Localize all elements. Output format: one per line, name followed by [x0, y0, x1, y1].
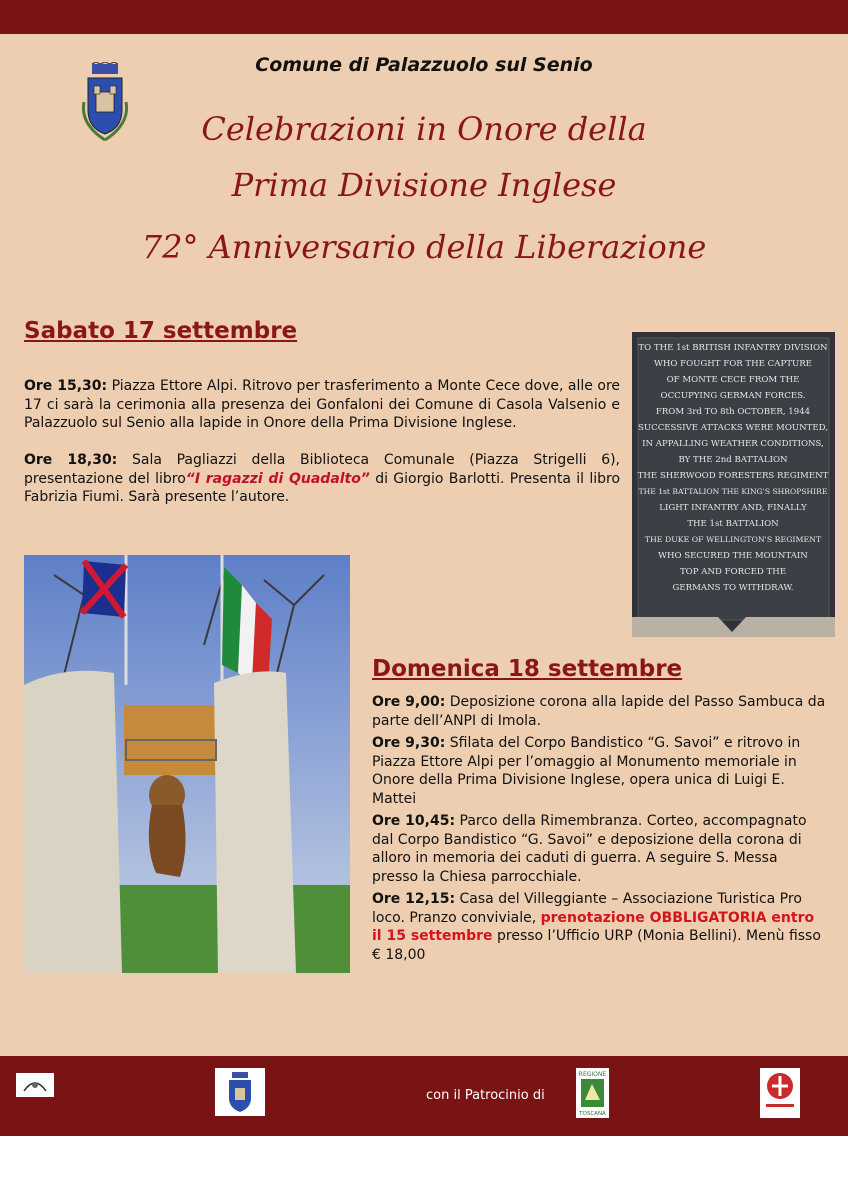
plaque-line: OF MONTE CECE FROM THE	[666, 375, 800, 385]
title-line-2: Prima Divisione Inglese	[231, 166, 617, 204]
sunday-event-1	[372, 693, 826, 730]
region-label-top: REGIONE	[578, 1071, 607, 1078]
monument-photo	[24, 555, 350, 973]
event-text: Parco della Rimembranza. Corteo, accompagnato dal Corpo Bandistico “G. Savoi” e deposizione della corona di alloro in memoria dei caduti di guerra. A seguire S. Messa presso la Chiesa parrocchiale.	[372, 813, 807, 885]
plaque-line: GERMANS TO WITHDRAW.	[672, 583, 794, 593]
memorial-plaque-image	[632, 332, 835, 637]
plaque-line: THE DUKE OF WELLINGTON'S REGIMENT	[644, 535, 822, 544]
plaque-line: THE SHERWOOD FORESTERS REGIMENT	[637, 471, 829, 481]
plaque-line: FROM 3rd TO 8th OCTOBER, 1944	[655, 407, 811, 417]
plaque-line: WHO FOUGHT FOR THE CAPTURE	[654, 359, 812, 369]
event-time: Ore 9,30:	[372, 735, 446, 751]
region-label-bottom: TOSCANA	[579, 1111, 606, 1117]
event-text: Casa del Villeggiante – Associazione Turistica Pro loco. Pranzo conviviale,	[372, 891, 802, 926]
plaque-line: WHO SECURED THE MOUNTAIN	[658, 551, 808, 561]
sunday-event-4	[372, 890, 826, 964]
plaque-line: SUCCESSIVE ATTACKS WERE MOUNTED,	[637, 423, 829, 433]
sunday-event-3	[372, 812, 826, 886]
sunday-events	[372, 693, 826, 968]
sunday-heading: Domenica 18 settembre	[372, 656, 683, 682]
event-text: Deposizione corona alla lapide del Passo Sambuca da parte dell’ANPI di Imola.	[372, 694, 826, 729]
sponsor-logo-regione-toscana-icon	[576, 1068, 609, 1118]
event-text-continued: di Giorgio Barlotti. Presenta il libro Fabrizia Fiumi. Sarà presente l’autore.	[24, 470, 621, 505]
sponsor-logo-unione-comuni-icon	[760, 1068, 800, 1118]
event-time: Ore 9,00:	[372, 694, 446, 710]
page-margin-bottom	[0, 1136, 848, 1200]
footer-band	[0, 1056, 848, 1136]
plaque-line: THE 1st BATTALION	[687, 519, 779, 529]
top-band	[0, 0, 848, 34]
plaque-line: OCCUPYING GERMAN FORCES.	[660, 391, 806, 401]
plaque-line: BY THE 2nd BATTALION	[678, 455, 788, 465]
plaque-line: TO THE 1st BRITISH INFANTRY DIVISION	[638, 343, 828, 353]
sponsor-logo-comune-icon	[215, 1068, 265, 1116]
event-text: Sala Pagliazzi della Biblioteca Comunale (Piazza Strigelli 6), presentazione del libro	[24, 452, 621, 487]
event-time: Ore 15,30:	[24, 378, 108, 394]
event-time: Ore 18,30:	[24, 452, 118, 468]
plaque-line: TOP AND FORCED THE	[679, 567, 787, 577]
saturday-event-1	[24, 377, 620, 433]
event-time: Ore 12,15:	[372, 891, 456, 907]
patronage-label: con il Patrocinio di	[426, 1088, 545, 1103]
title-line-3: 72° Anniversario della Liberazione	[141, 228, 707, 266]
event-text-continued: presso l’Ufficio URP (Monia Bellini). Menù fisso € 18,00	[372, 928, 821, 963]
sponsor-logo-pro-loco-icon	[16, 1073, 54, 1097]
event-time: Ore 10,45:	[372, 813, 456, 829]
saturday-event-2	[24, 451, 620, 507]
saturday-heading: Sabato 17 settembre	[24, 318, 298, 344]
plaque-line: LIGHT INFANTRY AND, FINALLY	[659, 503, 807, 513]
book-title: “I ragazzi di Quadalto”	[185, 470, 370, 487]
event-text: Sfilata del Corpo Bandistico “G. Savoi” e ritrovo in Piazza Ettore Alpi per l’omaggio al Monumento memoriale in Onore della Prima Divisione Inglese, opera unica di Luigi E. Mattei	[372, 735, 801, 807]
issuer-name: Comune di Palazzuolo sul Senio	[255, 54, 593, 76]
plaque-line: IN APPALLING WEATHER CONDITIONS,	[642, 439, 824, 449]
plaque-line: THE 1st BATTALION THE KING'S SHROPSHIRE	[638, 487, 828, 496]
reservation-notice: prenotazione OBBLIGATORIA entro il 15 settembre	[372, 909, 815, 944]
sunday-event-2	[372, 734, 826, 808]
title-line-1: Celebrazioni in Onore della	[201, 110, 647, 148]
event-text: Piazza Ettore Alpi. Ritrovo per trasferimento a Monte Cece dove, alle ore 17 ci sarà la cerimonia alla presenza dei Gonfaloni dei Comune di Casola Valsenio e Palazzuolo sul Senio alla lapide in Onore della Prima Divisione Inglese.	[24, 378, 621, 431]
